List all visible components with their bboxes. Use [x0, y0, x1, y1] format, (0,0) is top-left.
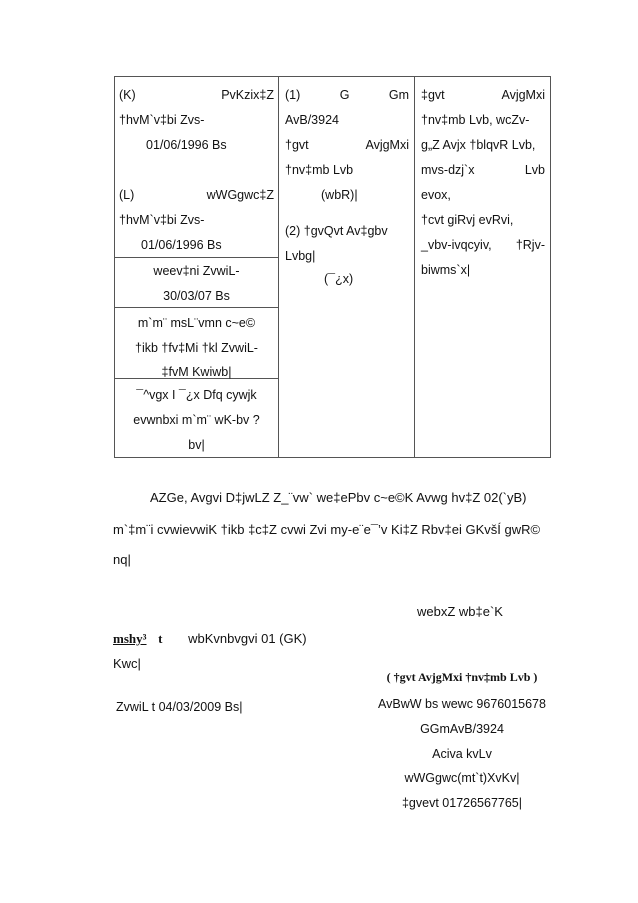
- col3-line4: [421, 163, 545, 177]
- signature-name: ( †gvt AvjgMxi †nv‡mb Lvb ): [386, 670, 538, 684]
- col3-line3: g„Z Avjx †blqvR Lvb,: [421, 138, 536, 152]
- k-join-date: 01/06/1996 Bs: [146, 138, 227, 152]
- signature-phone: ‡gvevt 01726567765|: [401, 796, 523, 810]
- item1-self: (wbR)|: [321, 188, 358, 202]
- k-join-label: †hvM`v‡bi Zvs-: [119, 113, 205, 127]
- col3-line7a: _vbv-ivqcyiv,: [421, 238, 492, 252]
- enclosure-text: wbKvnbvgvi 01 (GK): [188, 631, 307, 646]
- signature-header: webxZ wb‡e`K: [417, 604, 503, 619]
- l-join-date: 01/06/1996 Bs: [141, 238, 222, 252]
- item2-wife: (¯¿x): [324, 272, 354, 286]
- table-row-divider-1: [114, 257, 279, 258]
- member-count-line1: m`m¨ msL¨vmn c~e©: [137, 316, 256, 330]
- k-label: (K): [119, 88, 136, 102]
- l-label: (L): [119, 188, 135, 202]
- date-line: ZvwiL t 04/03/2009 Bs|: [116, 700, 243, 714]
- table-border-bottom: [114, 457, 551, 458]
- table-border-col2-right: [414, 76, 415, 458]
- l-join-label: †hvM`v‡bi Zvs-: [119, 213, 205, 227]
- marriage-date: 30/03/07 Bs: [163, 289, 230, 303]
- table-row-divider-2: [114, 307, 279, 308]
- item1-name-a: †gvt: [285, 138, 309, 152]
- police-answer: bv|: [188, 438, 205, 452]
- col3-line7b: †Rjv-: [515, 238, 545, 252]
- item1-g: G: [339, 88, 350, 102]
- signature-office: wWGgwc(mt`t)XvKv|: [404, 771, 520, 785]
- col1-l-heading: [119, 188, 274, 202]
- l-word: wWGgwc‡Z: [206, 188, 274, 202]
- col2-item1-heading: [285, 88, 409, 102]
- col1-k-heading: [119, 88, 274, 102]
- enclosure-label: mshy³: [113, 631, 147, 646]
- col3-line4b: Lvb: [524, 163, 545, 177]
- enclosure-copy: Kwc|: [113, 656, 141, 671]
- col3-line2: †nv‡mb Lvb, wcZv-: [421, 113, 530, 127]
- item1-rank: AvB/3924: [285, 113, 339, 127]
- table-border-top: [114, 76, 551, 77]
- police-question-line1: ¯^vgx I ¯¿x Dfq cywjk: [136, 388, 257, 402]
- col3-line4a: mvs-dzj`x: [421, 163, 475, 177]
- col3-line5: evox,: [421, 188, 451, 202]
- member-count-line3: ‡fvM Kwiwb|: [161, 365, 232, 379]
- marriage-date-label: weev‡ni ZvwiL-: [153, 264, 240, 278]
- signature-id: AvBwW bs wewc 9676015678: [378, 697, 546, 711]
- k-word: PvKzix‡Z: [221, 88, 274, 102]
- signature-rank: GGmAvB/3924: [420, 722, 504, 736]
- item1-number: (1): [285, 88, 301, 102]
- col3-line1: [421, 88, 545, 102]
- signature-unit: Aciva kvLv: [432, 747, 492, 761]
- item1-name-row: [285, 138, 409, 152]
- enclosure-colon: t: [158, 631, 163, 646]
- table-border-right: [550, 76, 551, 458]
- paragraph-line2: m`‡m¨i cvwievwiK †ikb ‡c‡Z cvwi Zvi my-e¨e¯’v Ki‡Z Rbv‡ei GKvšÍ gwR©: [113, 522, 541, 537]
- paragraph-line3: nq|: [113, 552, 131, 567]
- item2-name-cont: Lvbg|: [285, 249, 316, 263]
- paragraph-line1: AZGe, Avgvi D‡jwLZ Z_¨vw` we‡ePbv c~e©K Avwg hv‡Z 02(`yB): [150, 490, 527, 505]
- col3-line6: †cvt giRvj evRvi,: [421, 213, 514, 227]
- col3-line1a: ‡gvt: [421, 88, 445, 102]
- col3-line8: biwms`x|: [421, 263, 471, 277]
- item1-gm: Gm: [388, 88, 409, 102]
- enclosure-row: [113, 631, 307, 647]
- item2-name: (2) †gvQvt Av‡gbv: [285, 224, 388, 238]
- col3-line1b: AvjgMxi: [501, 88, 545, 102]
- member-count-line2: †ikb †fv‡Mi †kl ZvwiL-: [135, 341, 258, 355]
- col3-line7: [421, 238, 545, 252]
- police-question-line2: evwnbxi m`m¨ wK-bv ?: [133, 413, 260, 427]
- item1-name-cont: †nv‡mb Lvb: [285, 163, 354, 177]
- item1-name-b: AvjgMxi: [365, 138, 409, 152]
